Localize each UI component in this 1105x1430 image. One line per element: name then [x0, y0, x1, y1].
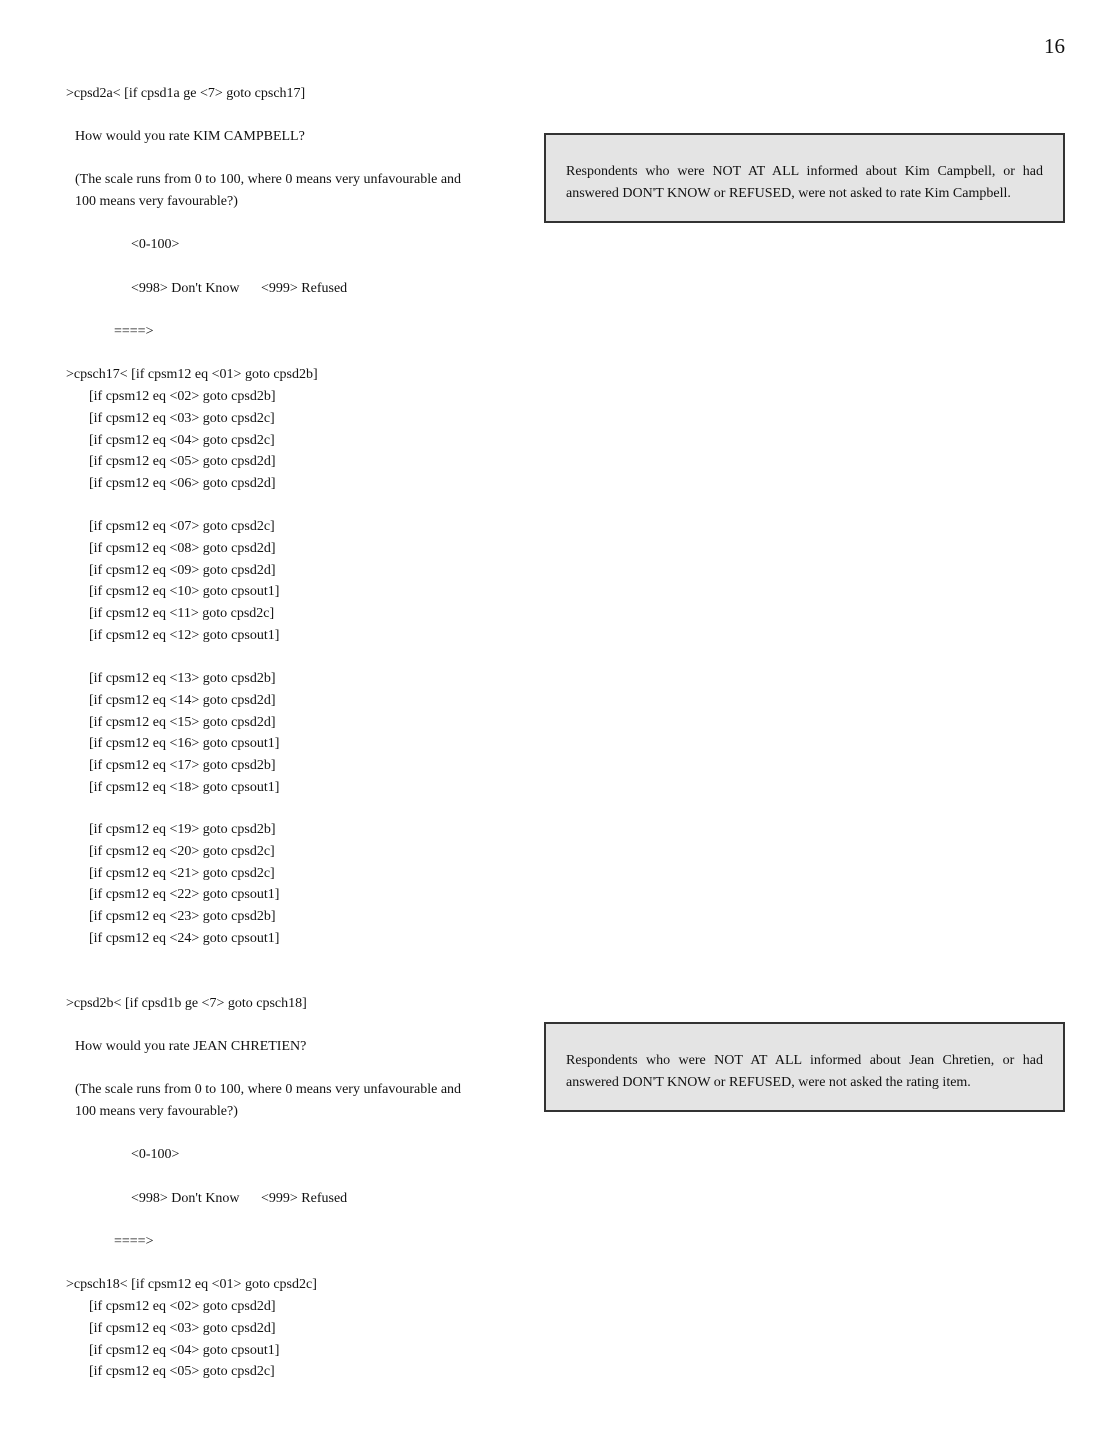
- skip-rule: [if cpsm12 eq <14> goto cpsd2d]: [89, 692, 276, 708]
- skip-header-cpsch18: >cpsch18< [if cpsm12 eq <01> goto cpsd2c]: [66, 1277, 317, 1292]
- skip-rule: [if cpsm12 eq <08> goto cpsd2d]: [89, 540, 276, 556]
- dont-know-code: <998> Don't Know: [131, 281, 240, 296]
- response-range: <0-100>: [131, 1147, 180, 1162]
- skip-rule: [if cpsm12 eq <06> goto cpsd2d]: [89, 476, 276, 492]
- page-number: 16: [1044, 34, 1065, 58]
- skip-rule: [if cpsm12 eq <12> goto cpsout1]: [89, 627, 280, 643]
- scale-instruction-line2: 100 means very favourable?): [75, 1104, 238, 1119]
- skip-rule: [if cpsm12 eq <17> goto cpsd2b]: [89, 758, 276, 774]
- skip-group-1: [89, 1298, 279, 1385]
- skip-rule: [if cpsm12 eq <09> goto cpsd2d]: [89, 562, 276, 578]
- skip-rule: [if cpsm12 eq <04> goto cpsout1]: [89, 1342, 280, 1358]
- entry-arrow: ====>: [114, 324, 154, 339]
- refused-code: <999> Refused: [261, 281, 348, 296]
- skip-group-4: [89, 821, 279, 952]
- skip-group-2: [89, 518, 279, 649]
- entry-arrow: ====>: [114, 1234, 154, 1249]
- skip-rule: [if cpsm12 eq <07> goto cpsd2c]: [89, 519, 275, 534]
- question-text: How would you rate KIM CAMPBELL?: [75, 129, 305, 144]
- skip-rule: [if cpsm12 eq <02> goto cpsd2b]: [89, 389, 276, 404]
- skip-rule: [if cpsm12 eq <23> goto cpsd2b]: [89, 909, 276, 925]
- question-header-cpsd2b: >cpsd2b< [if cpsd1b ge <7> goto cpsch18]: [66, 996, 307, 1011]
- skip-rule: [if cpsm12 eq <16> goto cpsout1]: [89, 736, 280, 752]
- note-text: Respondents who were NOT AT ALL informed about Kim Campbell, or had answered DON'T KNOW or REFUSED, were not asked to rate Kim Campbell.: [566, 164, 1043, 201]
- skip-group-3: [89, 670, 279, 801]
- skip-rule: [if cpsm12 eq <02> goto cpsd2d]: [89, 1299, 276, 1314]
- skip-rule: [if cpsm12 eq <20> goto cpsd2c]: [89, 843, 275, 859]
- skip-rule: [if cpsm12 eq <05> goto cpsd2d]: [89, 454, 276, 470]
- scale-instruction-line1: (The scale runs from 0 to 100, where 0 means very unfavourable and: [75, 172, 462, 187]
- skip-rule: [if cpsm12 eq <13> goto cpsd2b]: [89, 671, 276, 686]
- question-header-cpsd2a: >cpsd2a< [if cpsd1a ge <7> goto cpsch17]: [66, 86, 306, 101]
- refused-code: <999> Refused: [261, 1191, 348, 1206]
- skip-rule: [if cpsm12 eq <05> goto cpsd2c]: [89, 1364, 275, 1380]
- note-box-jean-chretien: [544, 1022, 1065, 1112]
- scale-instruction-line1: (The scale runs from 0 to 100, where 0 means very unfavourable and: [75, 1082, 462, 1097]
- skip-rule: [if cpsm12 eq <22> goto cpsout1]: [89, 887, 280, 903]
- note-box-kim-campbell: [544, 133, 1065, 223]
- note-text: Respondents who were NOT AT ALL informed about Jean Chretien, or had answered DON'T KNOW or REFUSED, were not asked the rating item.: [566, 1053, 1043, 1090]
- skip-rule: [if cpsm12 eq <24> goto cpsout1]: [89, 930, 280, 946]
- question-text: How would you rate JEAN CHRETIEN?: [75, 1039, 307, 1054]
- response-range: <0-100>: [131, 237, 180, 252]
- dont-know-code: <998> Don't Know: [131, 1191, 240, 1206]
- skip-group-1: [89, 388, 275, 497]
- skip-rule: [if cpsm12 eq <03> goto cpsd2c]: [89, 410, 275, 426]
- skip-rule: [if cpsm12 eq <21> goto cpsd2c]: [89, 865, 275, 881]
- skip-rule: [if cpsm12 eq <18> goto cpsout1]: [89, 779, 280, 795]
- skip-rule: [if cpsm12 eq <19> goto cpsd2b]: [89, 822, 276, 837]
- scale-instruction-line2: 100 means very favourable?): [75, 194, 238, 209]
- skip-rule: [if cpsm12 eq <10> goto cpsout1]: [89, 584, 280, 600]
- skip-rule: [if cpsm12 eq <03> goto cpsd2d]: [89, 1320, 276, 1336]
- skip-rule: [if cpsm12 eq <11> goto cpsd2c]: [89, 606, 275, 622]
- skip-header-cpsch17: >cpsch17< [if cpsm12 eq <01> goto cpsd2b]: [66, 367, 318, 382]
- skip-rule: [if cpsm12 eq <15> goto cpsd2d]: [89, 714, 276, 730]
- skip-rule: [if cpsm12 eq <04> goto cpsd2c]: [89, 432, 275, 448]
